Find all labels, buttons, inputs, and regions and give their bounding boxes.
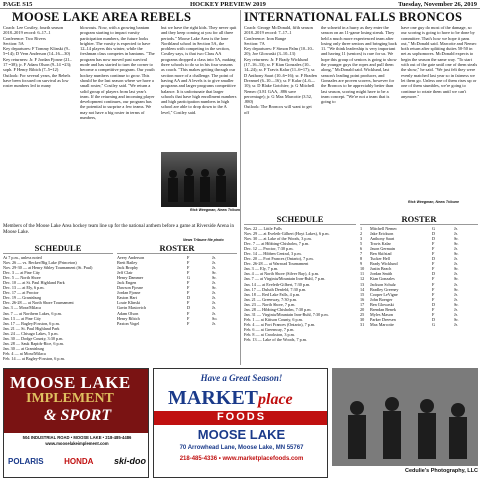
schedule-item: Jan. 28 — Sauk Rapids-Rice, 6 p.m. xyxy=(3,340,64,346)
roster-cell: 1 xyxy=(360,226,363,231)
schedule-item: Jan. 7 — at Virginia/Mountain Iron-Buhl, 7 p.m. xyxy=(244,276,326,282)
roster-cell: Brendan Benek xyxy=(370,306,396,312)
divider xyxy=(244,224,356,225)
roster-cell: Jr. xyxy=(454,306,458,312)
ifalls-roster-list xyxy=(360,226,478,327)
roster-cell: F xyxy=(432,296,435,302)
roster-cell: Jr. xyxy=(454,311,458,317)
roster-cell: Jr. xyxy=(454,256,458,262)
divider xyxy=(117,253,237,254)
schedule-item: Feb. 4 — at Fort Frances (Ontario), 7 p.m. xyxy=(244,321,316,327)
schedule-item: Dec. 26-28 — at North Shore Tournament xyxy=(3,300,74,306)
roster-cell: F xyxy=(187,265,190,271)
schedule-item: Jan. 7 — at Northern Lakes, 6 p.m. xyxy=(3,310,62,316)
page-number: PAGE S15 xyxy=(3,1,33,8)
roster-cell: D xyxy=(432,316,436,322)
moose-lake-photo-credit: Rick Weegman, News Tribune xyxy=(190,208,241,212)
roster-cell: Ben Glowaski xyxy=(370,301,394,307)
ad-line1: MOOSE LAKE xyxy=(10,373,131,392)
roster-cell: Gavin Mastovich xyxy=(117,305,146,311)
roster-cell: Jr. xyxy=(212,300,216,306)
roster-cell: Brady Wicklund xyxy=(370,261,398,267)
schedule-item: Nov. 30 — at Lake of the Woods, 3 p.m. xyxy=(244,236,312,242)
page-header xyxy=(0,0,480,9)
schedule-item: Jan. 14 — at Eveleth-Gilbert, 7:30 p.m. xyxy=(244,281,311,287)
schedule-item: Jan. 3 — Mora/Milaca xyxy=(3,305,41,311)
roster-cell: F xyxy=(432,251,435,257)
roster-cell: Tucker Hell xyxy=(370,256,390,262)
ml-coach: Coach: Lee Costley, fourth season xyxy=(3,25,64,30)
roster-cell: 20 xyxy=(360,306,365,312)
schedule-item: Jan. 4 — at North Shore (Silver Bay), 4 p.m. xyxy=(244,271,320,277)
roster-cell: Jordan Smith xyxy=(370,271,393,277)
roster-cell: Jr. xyxy=(454,261,458,267)
roster-cell: D xyxy=(187,295,191,301)
schedule-item: Dec. 10 — at St. Paul Highland Park xyxy=(3,280,65,286)
roster-cell: 13 xyxy=(360,281,365,287)
roster-cell: Jr. xyxy=(212,295,216,301)
ifalls-schedule-list xyxy=(244,226,356,342)
roster-cell: Jr. xyxy=(454,321,458,327)
ml-returners: Key returners: Jr. F Jordan Fjosne (21–17 =38); jr. F Adam Olson (9–14 =23); soph. F Henry Ribich (7–5=12) xyxy=(3,56,72,73)
roster-cell: 31 xyxy=(360,321,365,327)
if-conference: Conference: Iron Range xyxy=(244,35,287,41)
roster-cell: D xyxy=(432,231,436,237)
roster-cell: 9 xyxy=(360,261,363,267)
roster-cell: 2 xyxy=(360,231,363,237)
schedule-item: Jan. 31 — Virginia/Mountain Iron-Buhl, 7:30 p.m. xyxy=(244,311,329,317)
divider xyxy=(3,253,113,254)
roster-cell: F xyxy=(432,291,435,297)
roster-cell: F xyxy=(187,320,190,326)
roster-cell: Henry Dammer xyxy=(117,275,144,281)
roster-cell: 10 xyxy=(360,266,365,272)
schedule-item: Jan. 21 — St. Paul Highland Park xyxy=(3,325,60,331)
roster-cell: 7 xyxy=(360,251,363,257)
polaris-logo: POLARIS xyxy=(8,456,44,466)
schedule-item: Jan. 30 — at Grantsburg xyxy=(3,345,44,351)
roster-cell: Jr. xyxy=(212,255,216,260)
roster-cell: F xyxy=(432,276,435,282)
roster-cell: Sr. xyxy=(212,275,217,281)
schedule-item: Jan. 23 — North Shore, 7 p.m. xyxy=(244,301,296,307)
moose-lake-roster-list xyxy=(117,255,237,326)
schedule-item: Jan. 24 — Chisago Lakes, 5 p.m. xyxy=(3,330,59,336)
ml-departures: Key departures: F Tommy Klinski (9–5=14); D Vern Anderson (14–16—30) xyxy=(3,46,71,57)
ad-name-3: FOODS xyxy=(154,411,328,425)
roster-cell: Jr. xyxy=(454,296,458,302)
roster-cell: Travis Kalar xyxy=(370,241,391,247)
ml-section: Section: 5A xyxy=(3,40,24,46)
roster-cell: 25 xyxy=(360,311,365,317)
roster-cell: F xyxy=(432,306,435,312)
schedule-item: Dec. 19 — Grantsburg xyxy=(3,295,42,301)
roster-cell: Paxton Vogel xyxy=(117,320,140,326)
roster-cell: 11 xyxy=(360,271,365,277)
moose-lake-column-2: blowouts. Now, with a growing bantam program starting to impact varsity participation numbers, the future looks brighter. The varsity is expected to have 12–14 players this winter, while the freshman class competes in bantams. "The program has now moved past survival mode and has started to turn the corner to become a competitive program. Our youth hockey numbers continue to grow. This should be the last season where we have a small roster," Costley said. "We return a solid group of players from last year's team. If the returning and incoming player development continues, our program has the potential to surprise a few teams. We may not have a big roster in terms of numbers, xyxy=(80,25,155,121)
ad-name-1: MARKET xyxy=(168,387,258,409)
schedule-item: Nov. 22 — Little Falls xyxy=(244,226,282,231)
roster-row xyxy=(117,321,237,326)
roster-cell: Sr. xyxy=(212,285,217,291)
roster-cell: F xyxy=(432,246,435,252)
roster-cell: D xyxy=(432,301,436,307)
schedule-item: Jan. 28 — Hibbing-Chisholm, 7:30 p.m. xyxy=(244,306,312,312)
ifalls-team-photo xyxy=(332,368,478,466)
schedule-item: Jan. 18 — Red Lake Falls, 4 p.m. xyxy=(244,291,301,297)
roster-cell: 17 xyxy=(360,301,365,307)
roster-cell: Sr. xyxy=(212,270,217,276)
roster-cell: Jr. xyxy=(454,246,458,252)
roster-cell: Jake Erickson xyxy=(370,231,394,237)
schedule-item: Nov. 29-30 — at Henry Sibley Tournament (St. Paul) xyxy=(3,265,93,271)
moose-lake-headline: MOOSE LAKE AREA REBELS xyxy=(12,10,192,24)
roster-cell: Avery Anderson xyxy=(117,255,145,260)
moose-lake-roster-heading: ROSTER xyxy=(159,243,195,253)
schedule-item: Dec. 3 — at Pine City xyxy=(3,270,40,276)
roster-cell: Sr. xyxy=(454,301,459,307)
ifalls-photo-credit: Rick Weegman, News Tribune xyxy=(408,200,459,204)
roster-cell: F xyxy=(187,260,190,266)
roster-cell: Henry Ribich xyxy=(117,315,140,321)
moose-lake-team-photo xyxy=(161,152,237,207)
schedule-item: Dec. 12 — Proctor, 7:30 p.m. xyxy=(244,246,294,252)
roster-cell: Sr. xyxy=(454,316,459,322)
schedule-item: Jan. 30 — Dodge County, 3:30 p.m. xyxy=(3,335,64,341)
roster-cell: F xyxy=(432,286,435,292)
roster-cell: F xyxy=(187,270,190,276)
roster-cell: 15 xyxy=(360,291,365,297)
roster-cell: Justin Beach xyxy=(370,266,392,272)
schedule-item: Nov. 26 — vs. Becker/Big Lake (Princeton) xyxy=(3,260,77,266)
skidoo-logo: ski-doo xyxy=(113,456,146,466)
if-returners: Key returners: Jr. F Brady Wicklund (17–16–33); sr. F Kian Gonzales (10–14–24); sr. F Travis Kalar (11–6=17); sr. D Anthony Saari (10–6=16); sr. F Braden Dreamel (6–10—16); sr. F Kalar (4–6—10); sr. D Blake Gotchier; jr. G Mitchell Nemec (3.81 GAA, .886 save percentage); jr. G Max Marcotte (3.52, .880) xyxy=(244,56,317,105)
roster-cell: Myles Mason xyxy=(370,311,393,317)
schedule-item: Dec. 14 — Hibben Central, 3 p.m. xyxy=(244,251,302,257)
players-silhouette-graphic xyxy=(332,368,478,466)
moose-lake-schedule-heading: SCHEDULE xyxy=(34,243,82,253)
roster-cell: Jr. xyxy=(212,320,216,326)
roster-cell: Sr. xyxy=(454,251,459,257)
schedule-item: Feb. 1 — at Kittson County, 6 p.m. xyxy=(244,316,303,322)
ifalls-schedule-heading: SCHEDULE xyxy=(276,214,324,224)
section-name: HOCKEY PREVIEW 2019 xyxy=(190,1,266,8)
roster-cell: 5 xyxy=(360,241,363,247)
divider xyxy=(360,224,478,225)
roster-cell: John Boerger xyxy=(370,296,393,302)
roster-cell: 16 xyxy=(360,296,365,302)
roster-cell: Jr. xyxy=(454,231,458,237)
roster-row xyxy=(360,322,478,327)
moose-lake-schedule-list xyxy=(3,255,113,361)
roster-cell: Dawson Fjosne xyxy=(117,285,143,291)
roster-cell: G xyxy=(432,321,436,327)
ad-website[interactable]: www.mooselakeimplement.com xyxy=(45,441,109,446)
roster-cell: Jr. xyxy=(212,290,216,296)
ad-address: 70 Arrowhead Lane, Moose Lake, MN 55767 xyxy=(179,445,304,451)
roster-cell: Jr. xyxy=(454,226,458,231)
roster-cell: Jr. xyxy=(212,260,216,266)
roster-cell: Jack Brophy xyxy=(117,265,139,271)
ifalls-column-1 xyxy=(244,25,317,215)
column-divider xyxy=(240,10,241,365)
roster-cell: Jr. xyxy=(454,271,458,277)
schedule-item: Dec. 26-28 — at Warroad Tournament xyxy=(244,261,309,267)
roster-cell: G xyxy=(432,226,436,231)
roster-cell: Adam Olson xyxy=(117,310,139,316)
roster-cell: Sr. xyxy=(454,286,459,292)
ifalls-column-2: the schneid in a hurry as they enter the season on an 11-game losing streak. They held a much more experienced team after losing only three seniors and bringing back 11. "We think leadership is very important and having 11 (seniors) is rare for us. We hope this group of seniors is going to show the younger guys the ropes and pull them along," McDonald said. Wicklund, last season's leading point producer, and Gonzales are proven scorers, however for the Broncos to be appreciably better than last season, scoring might have to be a team concept. "We're not a team that is going to xyxy=(321,25,397,105)
schedule-item: Dec. 20 — Fort Frances (Ontario), 7 p.m. xyxy=(244,256,314,262)
schedule-item: Feb. 13 — Lake of the Woods, 7 p.m. xyxy=(244,337,308,343)
roster-cell: Jack Engen xyxy=(117,280,137,286)
ad-address: 504 INDUSTRIAL ROAD • MOOSE LAKE • 218-485-4486 xyxy=(22,435,132,440)
ml-record: 2018–2019 record: 6–17–1 xyxy=(3,30,51,36)
if-departures: Key departures: F Simon Palm (10–10–20); Joe Glowaski (3–10–13) xyxy=(244,46,314,57)
schedule-item: Nov. 29 — at Eveleth-Gilbert (Hoyt Lakes), 6 p.m. xyxy=(244,231,330,237)
roster-cell: F xyxy=(187,280,190,286)
roster-cell: F xyxy=(187,285,190,291)
moose-lake-caption-credit: News Tribune file photo xyxy=(183,238,224,242)
schedule-item: Dec. 13 — at Ely, 6 p.m. xyxy=(3,285,45,291)
roster-cell: F xyxy=(187,315,190,321)
schedule-item: Jan. 21 — Greenway, 7:30 p.m. xyxy=(244,296,298,302)
roster-cell: Sr. xyxy=(454,266,459,272)
if-section: Section: 7A xyxy=(244,40,265,46)
photography-credit: Cedulie's Photography, LLC xyxy=(404,468,478,474)
roster-cell: F xyxy=(187,300,190,306)
roster-cell: F xyxy=(432,241,435,247)
schedule-item: Jan. 17 — Duluth Denfeld, 7:30 p.m. xyxy=(244,286,307,292)
schedule-item: Feb. 14 — at Bagley-Fosston, 6 p.m. xyxy=(3,355,65,361)
honda-logo: HONDA xyxy=(64,456,94,466)
moose-lake-caption: Members of the Moose Lake Area hockey team line up for the national anthem before a game at Riverside Arena in Moose Lake. xyxy=(3,224,235,235)
roster-cell: F xyxy=(432,266,435,272)
roster-cell: So. xyxy=(212,315,218,321)
schedule-item: Dec. 17 — at Proctor xyxy=(3,290,39,296)
roster-cell: Jr. xyxy=(212,265,216,271)
roster-cell: Mitchell Nemec xyxy=(370,226,398,231)
roster-cell: 3 xyxy=(360,236,363,242)
roster-cell: Anthony Saari xyxy=(370,236,395,242)
schedule-item: Jan. 13 — at Pine City xyxy=(3,315,41,321)
roster-cell: Cooper LeVigne xyxy=(370,291,398,297)
schedule-item: At 7 p.m., unless noted xyxy=(3,255,42,260)
roster-cell: 30 xyxy=(360,316,365,322)
roster-cell: D xyxy=(432,236,436,242)
roster-cell: Jackson Schulz xyxy=(370,281,396,287)
roster-cell: F xyxy=(187,310,190,316)
roster-cell: D xyxy=(432,271,436,277)
schedule-item: Dec. 5 — North Shore xyxy=(3,275,41,281)
roster-cell: Jr. xyxy=(212,305,216,311)
roster-cell: Jeff Clair xyxy=(117,270,133,276)
roster-cell: Jr. xyxy=(212,310,216,316)
ml-outlook: Outlook: For several years, the Rebels have been focused on survival as low roster numbers led to many xyxy=(3,72,71,89)
if-record: 2018–2019 record: 7–17–1 xyxy=(244,30,292,36)
issue-date: Tuesday, November 26, 2019 xyxy=(398,1,477,8)
moose-lake-implement-ad[interactable] xyxy=(3,368,149,478)
roster-cell: Max Marcotte xyxy=(370,321,394,327)
roster-cell: F xyxy=(187,255,190,260)
roster-cell: Jordan Fjosne xyxy=(117,290,141,296)
roster-cell: D xyxy=(187,305,191,311)
roster-cell: Jr. xyxy=(212,280,216,286)
roster-cell: Kian Gonzales xyxy=(370,276,395,282)
roster-cell: Jr. xyxy=(454,281,458,287)
roster-cell: F xyxy=(432,281,435,287)
ifalls-column-3: have one guy do most of the damage, so our scoring is going to have to be done by committee. That's how we hope it pans out," McDonald said. Marcotte and Nemec both return after splitting duties 50-50 in net as sophomores. McDonald expects to begin the season the same way. "To start with out of the gate until one of them steals the show," he said. "We just felt they were evenly matched last year so in fairness we let them go. Unless one of them rises up or one of them stumbles, we're going to continue to rotate them until we can't anymore." xyxy=(401,25,478,99)
schedule-item: Jan. 3 — Ely, 7 p.m. xyxy=(244,266,279,272)
roster-cell: F xyxy=(432,261,435,267)
roster-cell: Louie Klinski xyxy=(117,300,141,306)
ml-conference: Conference: Two Rivers xyxy=(3,35,46,41)
roster-cell: Ben Skifstad xyxy=(370,251,392,257)
schedule-item: Feb. 8 — at Crookston, 3 p.m. xyxy=(244,331,295,337)
roster-cell: D xyxy=(432,256,436,262)
ad-line2: IMPLEMENT xyxy=(26,391,114,406)
roster-cell: 14 xyxy=(360,286,365,292)
roster-cell: 6 xyxy=(360,246,363,252)
schedule-item: Feb. 4 — at Mora/Milaca xyxy=(3,350,46,356)
if-coach: Coach: George McDonald, fifth season xyxy=(244,25,313,30)
ad-name-2: place xyxy=(258,391,293,408)
players-silhouette-graphic xyxy=(161,152,237,207)
moose-lake-column-1 xyxy=(3,25,76,230)
ad-town: MOOSE LAKE xyxy=(197,427,286,442)
ifalls-roster-heading: ROSTER xyxy=(401,214,437,224)
roster-cell: Sr. xyxy=(454,276,459,282)
schedule-item: Feb. 6 — at Greenway, 7 p.m. xyxy=(244,326,295,332)
ad-phone[interactable]: 218-485-4336 • www.marketplacefoods.com xyxy=(179,456,304,462)
marketplace-foods-ad[interactable] xyxy=(153,368,328,478)
roster-cell: 12 xyxy=(360,276,365,282)
roster-cell: Parker Dreesen xyxy=(370,316,396,322)
schedule-item: Jan. 17 — Bagley/Fosston, 6 p.m. xyxy=(3,320,60,326)
if-outlook: Outlook: The Broncos will want to get off xyxy=(244,104,312,115)
roster-cell: F xyxy=(187,290,190,296)
ifalls-headline: INTERNATIONAL FALLS BRONCOS xyxy=(244,10,463,24)
roster-cell: 8 xyxy=(360,256,363,262)
roster-cell: Bradley Greeney xyxy=(370,286,399,292)
moose-lake-column-3: but we have the right kids. They never quit and they keep coming at you for all three periods." Moose Lake Area is the lone Northland school in Section 5A, the problem with competing in the section, Costley says, is that two Class AA programs dropped a class into 5A, making three schools to do so in his four seasons as coach. "This makes getting through our section more of a challenge. The point of having AA and A levels is to give smaller programs and larger programs competitive balance. It is unfortunate that larger schools that have high enrollment numbers and high participation numbers in high school are able to drop down to the A level," Costley said. xyxy=(161,25,237,115)
roster-cell: G xyxy=(187,275,191,281)
roster-cell: Sr. xyxy=(454,241,459,247)
ad-tagline: Have a Great Season! xyxy=(200,373,283,383)
roster-cell: Brett Bailey xyxy=(117,260,138,266)
schedule-item: Dec. 7 — at Hibbing-Chisholm, 7 p.m. xyxy=(244,241,310,247)
roster-cell: Jr. xyxy=(454,291,458,297)
roster-cell: Jason Germain xyxy=(370,246,396,252)
roster-cell: Easton Hart xyxy=(117,295,137,301)
roster-cell: Sr. xyxy=(454,236,459,242)
ad-line3: & SPORT xyxy=(44,407,112,424)
roster-cell: F xyxy=(432,311,435,317)
